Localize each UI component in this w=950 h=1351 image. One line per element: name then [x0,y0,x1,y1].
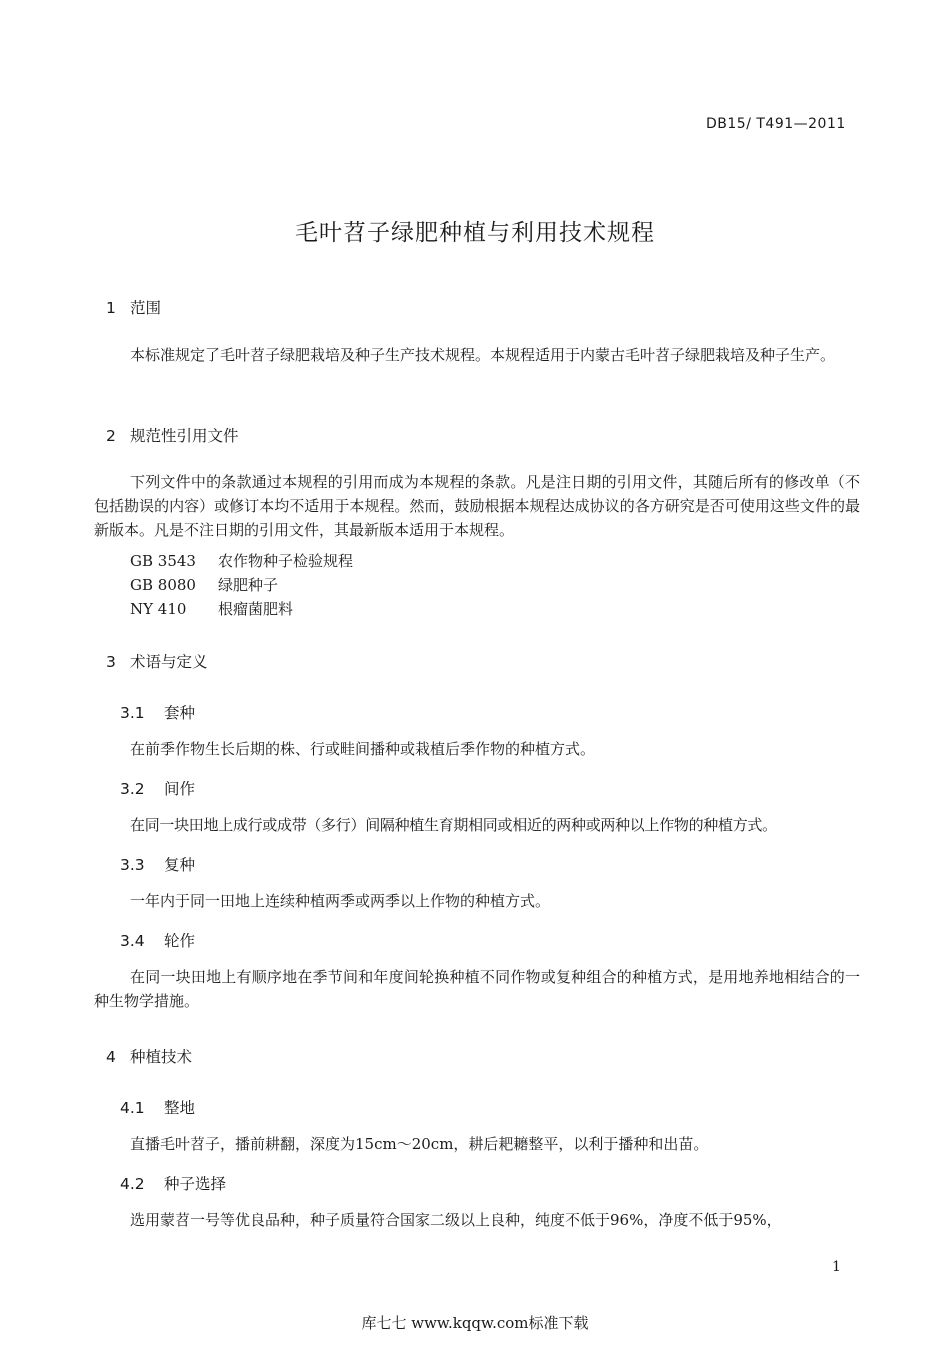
subsection-number: 3.2 [120,780,145,798]
subsection-title: 种子选择 [164,1175,227,1193]
section-number: 2 [106,427,116,445]
page-number: 1 [832,1259,841,1275]
subsection-title: 套种 [164,704,196,722]
subsection-3-2-heading [120,777,195,799]
subsection-3-1-heading [120,701,195,723]
document-code: DB15/ T491—2011 [706,116,846,132]
section-2-paragraph: 下列文件中的条款通过本规程的引用而成为本规程的条款。凡是注日期的引用文件，其随后所有的修改单（不包括勘误的内容）或修订本均不适用于本规程。然而，鼓励根据本规程达成协议的各方研究是否可使用这些文件的最新版本。凡是不注日期的引用文件，其最新版本适用于本规程。 [94,473,860,539]
footer-watermark: 库七七 www.kqqw.com标准下载 [361,1314,589,1332]
reference-row [130,574,278,595]
reference-name: 绿肥种子 [218,576,279,594]
section-1-paragraph: 本标准规定了毛叶苕子绿肥栽培及种子生产技术规程。本规程适用于内蒙古毛叶苕子绿肥栽培及种子生产。 [130,346,836,364]
section-number: 1 [106,299,116,317]
subsection-4-2-heading [120,1172,226,1194]
subsection-title: 间作 [164,780,196,798]
section-4-heading [106,1045,192,1067]
subsection-title: 复种 [164,856,196,874]
reference-row [130,550,353,571]
reference-name: 根瘤菌肥料 [218,600,294,618]
section-number: 3 [106,653,116,671]
reference-code: NY 410 [130,600,187,618]
section-title: 规范性引用文件 [130,427,239,445]
subsection-4-2-text: 选用蒙苕一号等优良品种，种子质量符合国家二级以上良种，纯度不低于96%，净度不低于95%， [130,1211,782,1229]
subsection-3-3-text: 一年内于同一田地上连续种植两季或两季以上作物的种植方式。 [130,892,551,910]
subsection-number: 3.1 [120,704,145,722]
subsection-title: 整地 [164,1099,196,1117]
subsection-3-3-heading [120,853,195,875]
reference-code: GB 3543 [130,552,196,570]
subsection-number: 4.2 [120,1175,145,1193]
document-title: 毛叶苕子绿肥种植与利用技术规程 [295,220,655,246]
reference-row [130,598,293,619]
subsection-3-2-text: 在同一块田地上成行或成带（多行）间隔种植生育期相同或相近的两种或两种以上作物的种植方式。 [130,816,777,834]
subsection-number: 4.1 [120,1099,145,1117]
subsection-3-4-text: 在同一块田地上有顺序地在季节间和年度间轮换种植不同作物或复种组合的种植方式，是用地养地相结合的一种生物学措施。 [94,968,860,1010]
reference-name: 农作物种子检验规程 [218,552,354,570]
section-number: 4 [106,1048,116,1066]
section-2-heading [106,424,239,446]
subsection-4-1-text: 直播毛叶苕子，播前耕翻，深度为15cm～20cm，耕后耙耱整平，以利于播种和出苗。 [130,1135,709,1153]
section-title: 种植技术 [130,1048,193,1066]
subsection-title: 轮作 [164,932,196,950]
subsection-number: 3.4 [120,932,145,950]
subsection-3-4-heading [120,929,195,951]
section-3-heading [106,650,208,672]
subsection-4-1-heading [120,1096,195,1118]
section-title: 范围 [130,299,162,317]
section-1-heading [106,296,161,318]
reference-code: GB 8080 [130,576,196,594]
section-title: 术语与定义 [130,653,208,671]
subsection-number: 3.3 [120,856,145,874]
subsection-3-1-text: 在前季作物生长后期的株、行或畦间播种或栽植后季作物的种植方式。 [130,740,596,758]
